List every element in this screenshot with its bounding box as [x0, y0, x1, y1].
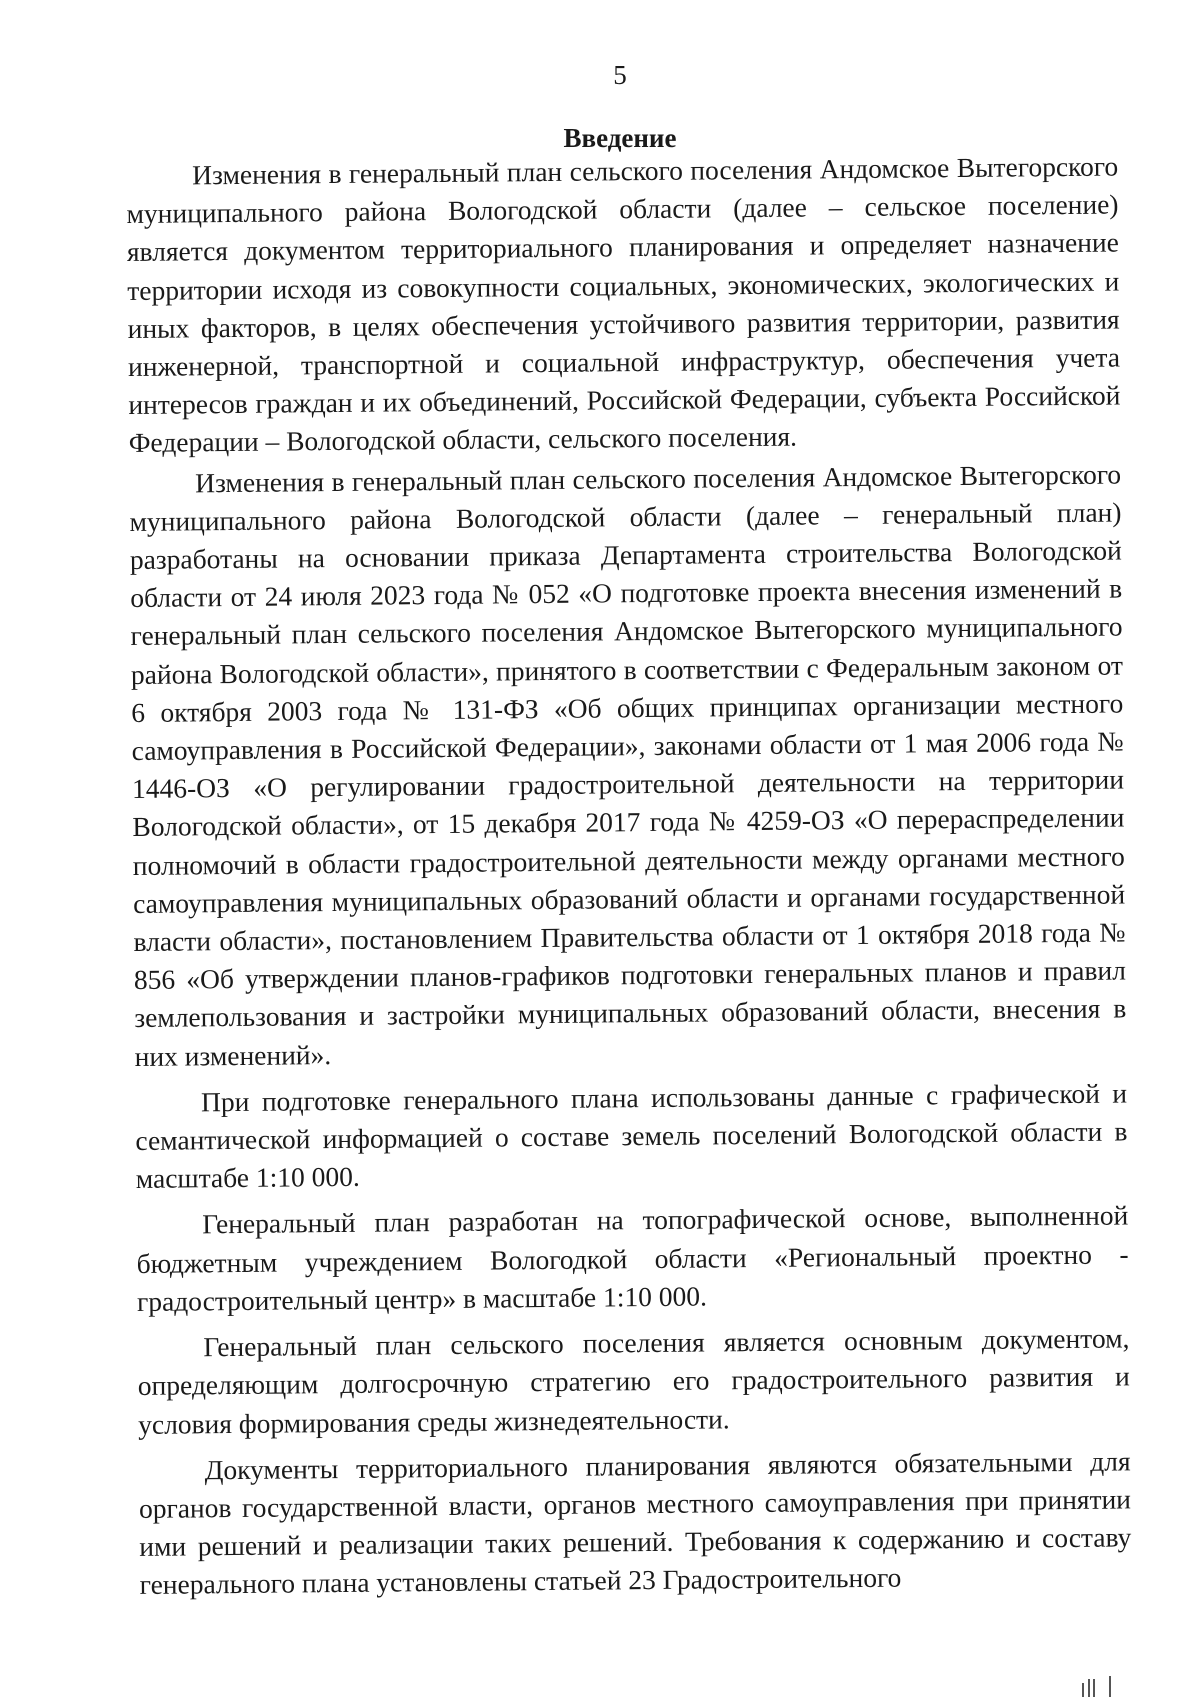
paragraph-1: Изменения в генеральный план сельского поселения Андомское Вытегорского муниципального района Вологодской области (далее – сельское поселение) является документом территориального планирования и определяет назначение территории исходя из совокупности социальных, экономических, экологических и иных факторов, в целях обеспечения устойчивого развития территории, развития инженерной, транспортной и социальной инфраструктур, обеспечения учета интересов граждан и их объединений, Российской Федерации, субъекта Российской Федерации – Вологодской области, сельского поселения.: [126, 150, 1121, 459]
scan-artifact-marks: [1082, 1676, 1112, 1697]
paragraph-4: Генеральный план разработан на топографической основе, выполненной бюджетным учреждением Вологодкой области «Региональный проектно - градостроительный центр» в масштабе 1:10 000.: [136, 1199, 1129, 1317]
section-title: Введение: [563, 123, 677, 153]
paragraph-5: Генеральный план сельского поселения является основным документом, определяющим долгосрочную стратегию его градостроительного развития и условия формирования среды жизнедеятельности.: [137, 1322, 1130, 1440]
body-text: [126, 147, 1132, 1604]
paragraph-6: Документы территориального планирования являются обязательными для органов государственной власти, органов местного самоуправления при принятии ими решений и реализации таких решений. Требования к содержанию и составу генерального плана установлены статьей 23 Градостроительного: [138, 1445, 1132, 1601]
paragraph-3: При подготовке генерального плана использованы данные с графической и семантической информацией о составе земель поселений Вологодской области в масштабе 1:10 000.: [135, 1077, 1128, 1195]
paragraph-2: Изменения в генеральный план сельского поселения Андомское Вытегорского муниципального района Вологодской области (далее – генеральный план) разработаны на основании приказа Департамента строительства Вологодской области от 24 июля 2023 года № 052 «О подготовке проекта внесения изменений в генеральный план сельского поселения Андомское Вытегорского муниципального района Вологодской области», принятого в соответствии с Федеральным законом от 6 октября 2003 года № 131-ФЗ «Об общих принципах организации местного самоуправления в Российской Федерации», законами области от 1 мая 2006 года № 1446-ОЗ «О регулировании градостроительной деятельности на территории Вологодской области», от 15 декабря 2017 года № 4259-ОЗ «О перераспределении полномочий в области градостроительной деятельности между органами местного самоуправления муниципальных образований области и органами государственной власти области», постановлением Правительства области от 1 октября 2018 года № 856 «Об утверждении планов-графиков подготовки генеральных планов и правил землепользования и застройки муниципальных образований области, внесения в них изменений».: [129, 458, 1127, 1072]
page-number: 5: [613, 60, 627, 90]
